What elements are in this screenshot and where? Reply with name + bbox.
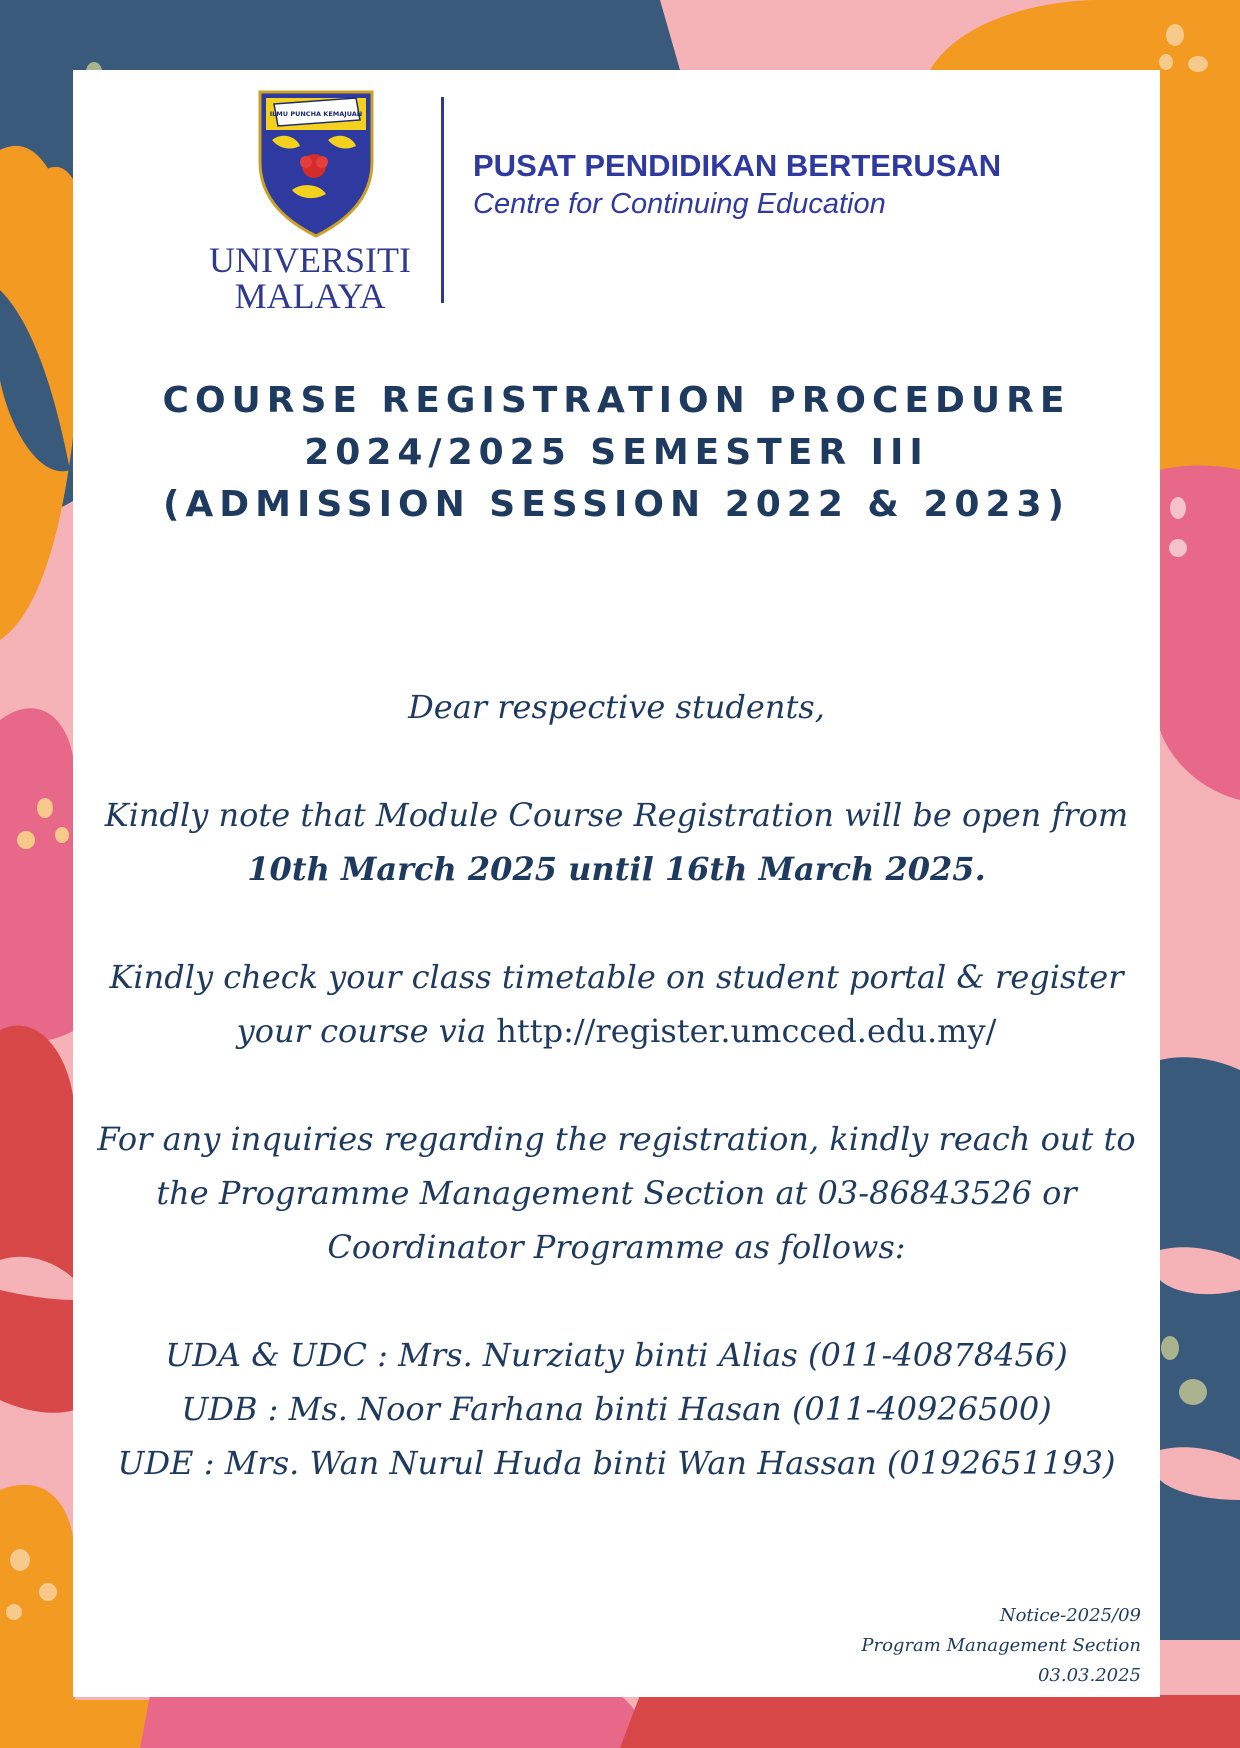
centre-name-malay: PUSAT PENDIDIKAN BERTERUSAN	[473, 148, 1002, 183]
issuing-section: Program Management Section	[861, 1635, 1141, 1656]
contact-item: UDE : Mrs. Wan Nurul Huda binti Wan Hassan (0192651193)	[117, 1444, 1116, 1482]
contact-item: UDA & UDC : Mrs. Nurziaty binti Alias (011-40878456)	[165, 1336, 1068, 1374]
university-name	[190, 242, 430, 314]
centre-name-english: Centre for Continuing Education	[473, 188, 886, 220]
registration-dates: 10th March 2025 until 16th March 2025.	[247, 850, 986, 888]
registration-period	[93, 788, 1140, 896]
university-name-line1: UNIVERSITI	[209, 240, 411, 280]
coordinator-list	[93, 1328, 1140, 1490]
footer	[861, 1601, 1141, 1691]
header-divider	[441, 97, 444, 303]
title-line-3: (ADMISSION SESSION 2022 & 2023)	[162, 484, 1071, 525]
notice-date: 03.03.2025	[1037, 1665, 1141, 1686]
university-crest-icon	[256, 90, 376, 240]
registration-prefix: Kindly note that Module Course Registration will be open from	[104, 796, 1129, 834]
contact-item: UDB : Ms. Noor Farhana binti Hasan (011-40926500)	[181, 1390, 1052, 1428]
inquiry-paragraph: For any inquiries regarding the registration, kindly reach out to the Programme Management Section at 03-86843526 or Coordinator Programme as follows:	[97, 1120, 1136, 1266]
page-title	[73, 375, 1160, 531]
notice-body	[93, 680, 1140, 1490]
greeting: Dear respective students,	[408, 688, 825, 726]
timetable-text: Kindly check your class timetable on student portal & register your course via	[109, 958, 1124, 1050]
title-line-1: COURSE REGISTRATION PROCEDURE	[162, 380, 1071, 421]
notice-number: Notice-2025/09	[999, 1605, 1141, 1626]
svg-text:ILMU PUNCHA KEMAJUAN: ILMU PUNCHA KEMAJUAN	[269, 110, 363, 118]
notice-card	[73, 70, 1160, 1697]
title-line-2: 2024/2025 SEMESTER III	[304, 432, 929, 473]
header	[73, 70, 1160, 340]
university-name-line2: MALAYA	[234, 276, 386, 316]
timetable-instruction	[93, 950, 1140, 1058]
registration-link[interactable]: http://register.umcced.edu.my/	[496, 1012, 997, 1050]
